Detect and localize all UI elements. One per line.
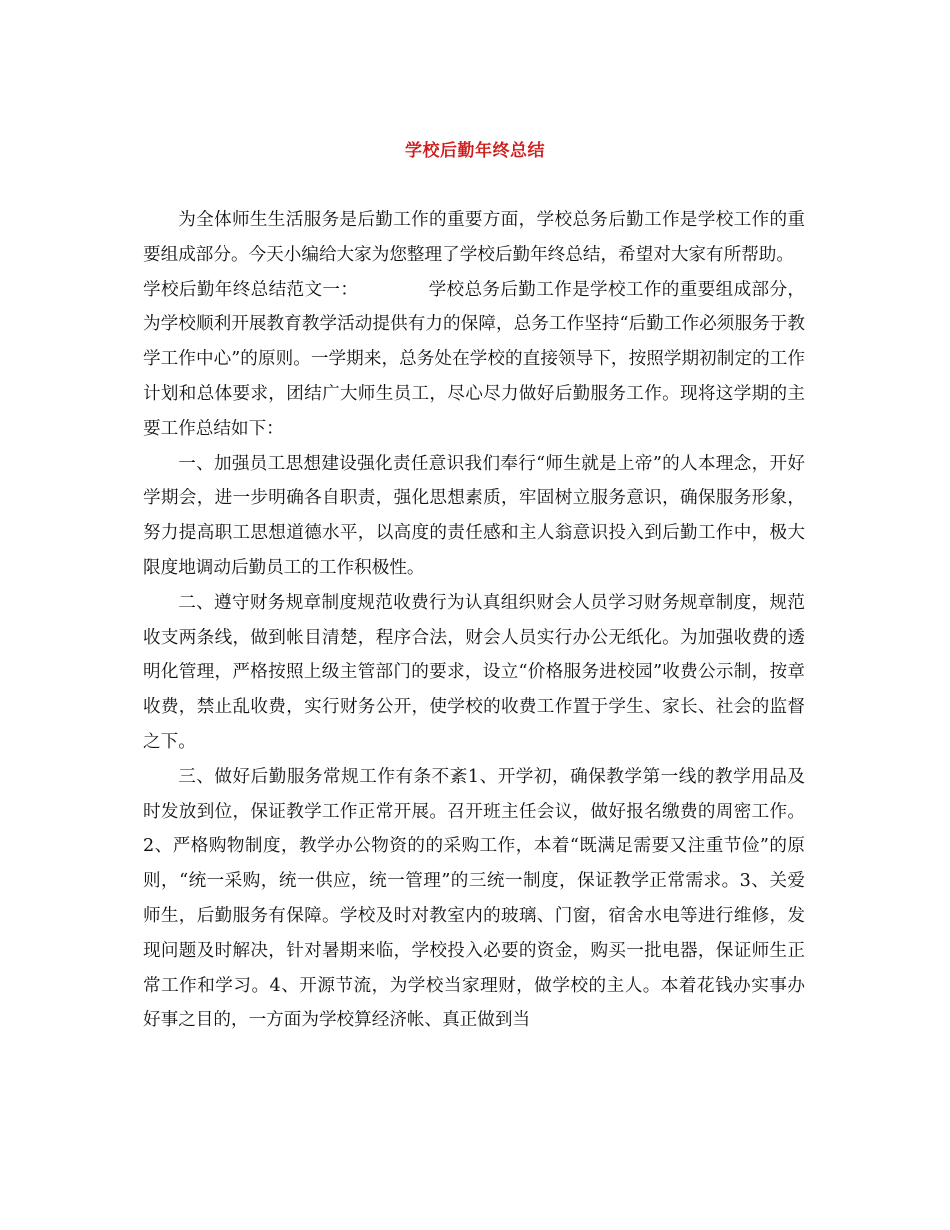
paragraph-2: 二、遵守财务规章制度规范收费行为认真组织财会人员学习财务规章制度，规范收支两条线，做到帐目清楚，程序合法，财会人员实行办公无纸化。为加强收费的透明化管理，严格按照上级主管部门的要求，设立“价格服务进校园”收费公示制，按章收费，禁止乱收费，实行财务公开，使学校的收费工作置于学生、家长、社会的监督之下。 bbox=[143, 592, 805, 752]
section-text: 学校总务后勤工作是学校工作的重要组成部分，为学校顺利开展教育教学活动提供有力的保障，总务工作坚持“后勤工作必须服务于教学工作中心”的原则。一学期来，总务处在学校的直接领导下，按照学期初制定的工作计划和总体要求，团结广大师生员工，尽心尽力做好后勤服务工作。现将这学期的主要工作总结如下： bbox=[143, 279, 805, 439]
intro-paragraph: 为全体师生生活服务是后勤工作的重要方面，学校总务后勤工作是学校工作的重要组成部分。今天小编给大家为您整理了学校后勤年终总结，希望对大家有所帮助。 bbox=[143, 210, 805, 265]
document-body bbox=[143, 203, 805, 1038]
section-label: 学校后勤年终总结范文一： bbox=[143, 279, 359, 300]
document-title: 学校后勤年终总结 bbox=[405, 141, 545, 161]
paragraph-3: 三、做好后勤服务常规工作有条不紊1、开学初，确保教学第一线的教学用品及时发放到位，保证教学工作正常开展。召开班主任会议，做好报名缴费的周密工作。2、严格购物制度，教学办公物资的的采购工作，本着“既满足需要又注重节俭”的原则，“统一采购，统一供应，统一管理”的三统一制度，保证教学正常需求。3、关爱师生，后勤服务有保障。学校及时对教室内的玻璃、门窗，宿舍水电等进行维修，发现问题及时解决，针对暑期来临，学校投入必要的资金，购买一批电器，保证师生正常工作和学习。4、开源节流，为学校当家理财，做学校的主人。本着花钱办实事办好事之目的，一方面为学校算经济帐、真正做到当 bbox=[143, 766, 805, 1031]
section-paragraph bbox=[143, 273, 805, 447]
paragraph-1: 一、加强员工思想建设强化责任意识我们奉行“师生就是上帝”的人本理念，开好学期会，进一步明确各自职责，强化思想素质，牢固树立服务意识，确保服务形象，努力提高职工思想道德水平，以高度的责任感和主人翁意识投入到后勤工作中，极大限度地调动后勤员工的工作积极性。 bbox=[143, 453, 805, 578]
